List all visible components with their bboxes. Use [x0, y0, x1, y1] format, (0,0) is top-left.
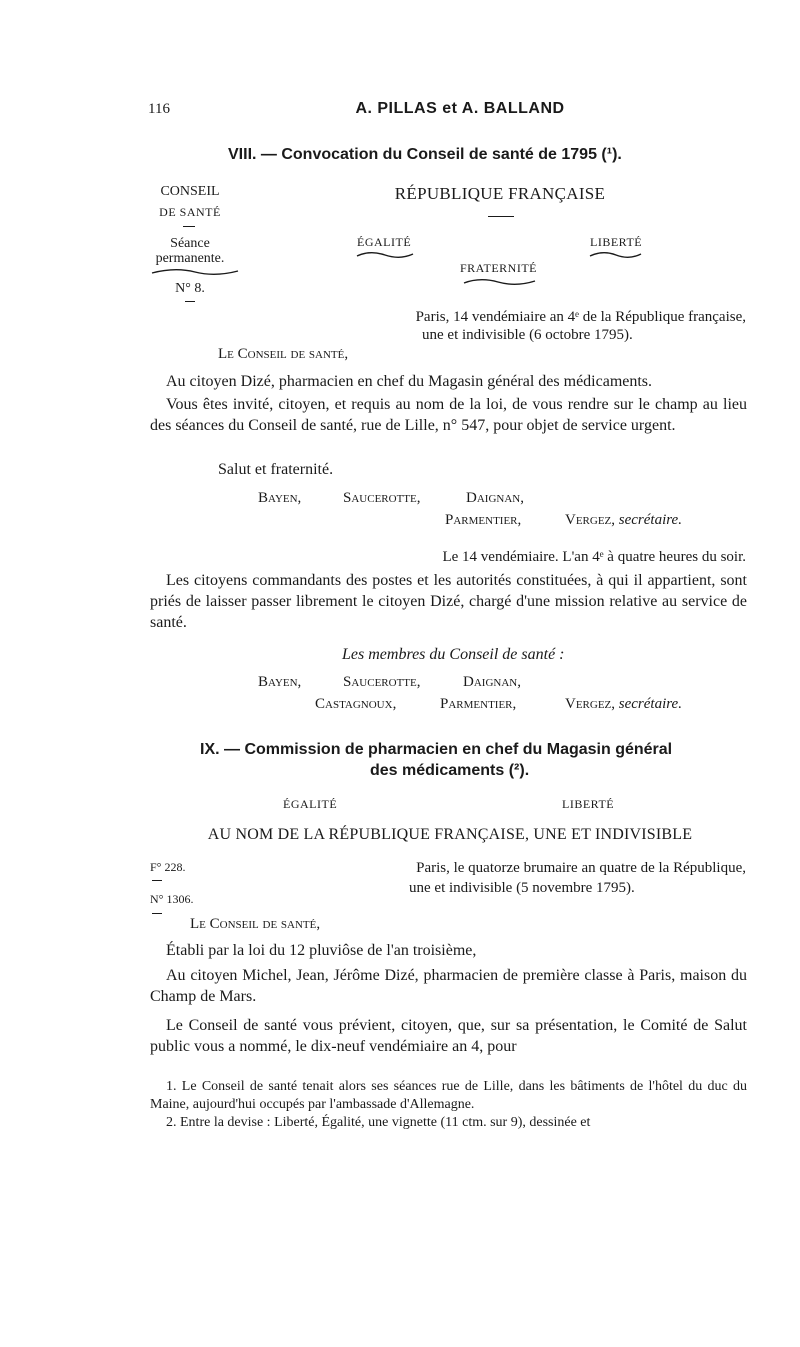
- footnote-2: 2. Entre la devise : Liberté, Égalité, une vignette (11 ctm. sur 9), dessinée et: [166, 1115, 591, 1130]
- egalite-label: ÉGALITÉ: [357, 235, 412, 249]
- note-date: Le 14 vendémiaire. L'an 4ᵉ à quatre heures du soir.: [442, 549, 746, 565]
- address-line: Au citoyen Dizé, pharmacien en chef du Magasin général des médicaments.: [166, 373, 653, 390]
- convocation-body: Vous êtes invité, citoyen, et requis au nom de la loi, de vous rendre sur le champ au lieu des séances du Conseil de santé, rue de Lille, n° 547, pour objet de service urgent.: [150, 396, 747, 434]
- member-vergez-role: secrétaire.: [618, 696, 682, 712]
- date-line-9-2: une et indivisible (5 novembre 1795).: [409, 880, 635, 896]
- signature-vergez: Vergez,: [565, 512, 616, 528]
- page-number: 116: [148, 101, 170, 117]
- member-saucerotte: Saucerotte,: [343, 674, 421, 690]
- footnote-1: 1. Le Conseil de santé tenait alors ses séances rue de Lille, dans les bâtiments de l'hôtel du duc du Maine, aujourd'hui occupés par l'ambassade d'Allemagne.: [150, 1079, 747, 1112]
- signature-parmentier: Parmentier,: [445, 512, 522, 528]
- egalite-flourish-icon: [355, 250, 415, 260]
- republique-francaise: RÉPUBLIQUE FRANÇAISE: [394, 184, 606, 203]
- members-line: Les membres du Conseil de santé :: [342, 646, 565, 663]
- prevention-paragraph: Le Conseil de santé vous prévient, citoyen, que, sur sa présentation, le Comité de Salut public vous a nommé, le dix-neuf vendémiaire an 4, pour: [150, 1017, 747, 1055]
- liberte-label-9: LIBERTÉ: [562, 797, 615, 811]
- member-bayen: Bayen,: [258, 674, 302, 690]
- member-parmentier: Parmentier,: [440, 696, 517, 712]
- liberte-label: LIBERTÉ: [590, 235, 643, 249]
- republique-rule: [488, 216, 514, 217]
- sidebar-seance: Séance: [170, 236, 210, 251]
- section-9-heading-line-2: des médicaments (²).: [370, 762, 530, 779]
- number-dash: [152, 913, 162, 914]
- folio-dash: [152, 880, 162, 881]
- sidebar-conseil: CONSEIL: [160, 184, 220, 199]
- section-8-heading: VIII. — Convocation du Conseil de santé de 1795 (¹).: [228, 146, 622, 163]
- date-line-2: une et indivisible (6 octobre 1795).: [422, 327, 633, 343]
- member-castagnoux: Castagnoux,: [315, 696, 397, 712]
- sidebar-number: N° 8.: [175, 281, 205, 296]
- fraternite-label: FRATERNITÉ: [460, 261, 537, 275]
- au-citoyen-paragraph: Au citoyen Michel, Jean, Jérôme Dizé, pharmacien de première classe à Paris, maison du Champ de Mars.: [150, 967, 747, 1005]
- signature-vergez-role: secrétaire.: [618, 512, 682, 528]
- le-conseil-de-sante: Le Conseil de santé,: [218, 346, 349, 362]
- commission-number: N° 1306.: [150, 892, 194, 906]
- date-line-9-1: Paris, le quatorze brumaire an quatre de la République,: [416, 860, 746, 876]
- folio-number: F° 228.: [150, 860, 186, 874]
- signature-daignan: Daignan,: [466, 490, 524, 506]
- section-9-heading-line-1: IX. — Commission de pharmacien en chef du Magasin général: [200, 741, 673, 758]
- date-line-1: Paris, 14 vendémiaire an 4ᵉ de la République française,: [415, 309, 746, 325]
- egalite-label-9: ÉGALITÉ: [283, 797, 338, 811]
- signature-bayen: Bayen,: [258, 490, 302, 506]
- sidebar-dash-2: [185, 301, 195, 302]
- sidebar-dash: [183, 226, 195, 227]
- sidebar-permanente: permanente.: [155, 251, 225, 266]
- au-nom-de-la-republique: AU NOM DE LA RÉPUBLIQUE FRANÇAISE, UNE ET INDIVISIBLE: [207, 826, 693, 843]
- member-vergez: Vergez,: [565, 696, 616, 712]
- liberte-flourish-icon: [588, 250, 643, 260]
- note-body: Les citoyens commandants des postes et les autorités constituées, à qui il appartient, sont priés de laisser passer librement le citoyen Dizé, chargé d'une mission relative au service de santé.: [150, 572, 747, 631]
- fraternite-flourish-icon: [462, 277, 537, 287]
- member-daignan: Daignan,: [463, 674, 521, 690]
- etabli-line: Établi par la loi du 12 pluviôse de l'an troisième,: [166, 942, 477, 959]
- running-title: A. PILLAS et A. BALLAND: [355, 100, 565, 117]
- sidebar-de-sante: DE SANTÉ: [159, 205, 221, 219]
- le-conseil-de-sante-9: Le Conseil de santé,: [190, 916, 321, 932]
- salut-line: Salut et fraternité.: [218, 461, 334, 478]
- sidebar-flourish-icon: [150, 267, 240, 277]
- signature-saucerotte: Saucerotte,: [343, 490, 421, 506]
